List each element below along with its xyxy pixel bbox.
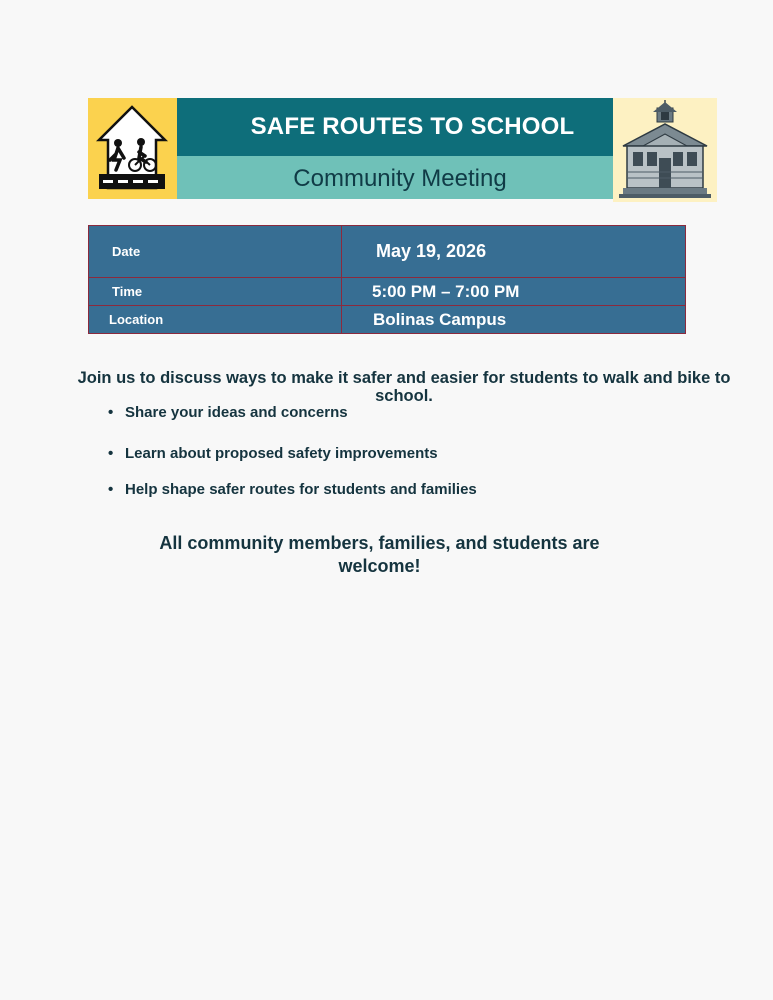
list-item: [108, 445, 438, 462]
bullet-text: Share your ideas and concerns: [125, 404, 348, 421]
table-row: [89, 306, 686, 334]
event-details-table: [88, 225, 686, 334]
bullet-icon: •: [108, 404, 114, 421]
banner-subtitle: Community Meeting: [293, 165, 507, 192]
bullet-icon: •: [108, 481, 114, 498]
closing-text: All community members, families, and students are welcome!: [159, 533, 600, 576]
banner-title: SAFE ROUTES TO SCHOOL: [250, 113, 575, 140]
list-item: [108, 481, 477, 498]
time-label: Time: [89, 278, 342, 306]
intro-text: Join us to discuss ways to make it safer and easier for students to walk and bike to school.: [77, 369, 731, 405]
table-row: [89, 278, 686, 306]
bullet-text: Help shape safer routes for students and families: [125, 481, 477, 498]
bullet-icon: •: [108, 445, 114, 462]
location-value: Bolinas Campus: [342, 306, 686, 334]
location-label: Location: [89, 306, 342, 334]
bullet-text: Learn about proposed safety improvements: [125, 445, 438, 462]
time-value: 5:00 PM – 7:00 PM: [342, 278, 686, 306]
school-crossing-sign-icon: [88, 98, 177, 199]
date-value: May 19, 2026: [342, 226, 686, 278]
date-label: Date: [89, 226, 342, 278]
list-item: [108, 404, 348, 421]
banner: [88, 98, 717, 202]
table-row: [89, 226, 686, 278]
